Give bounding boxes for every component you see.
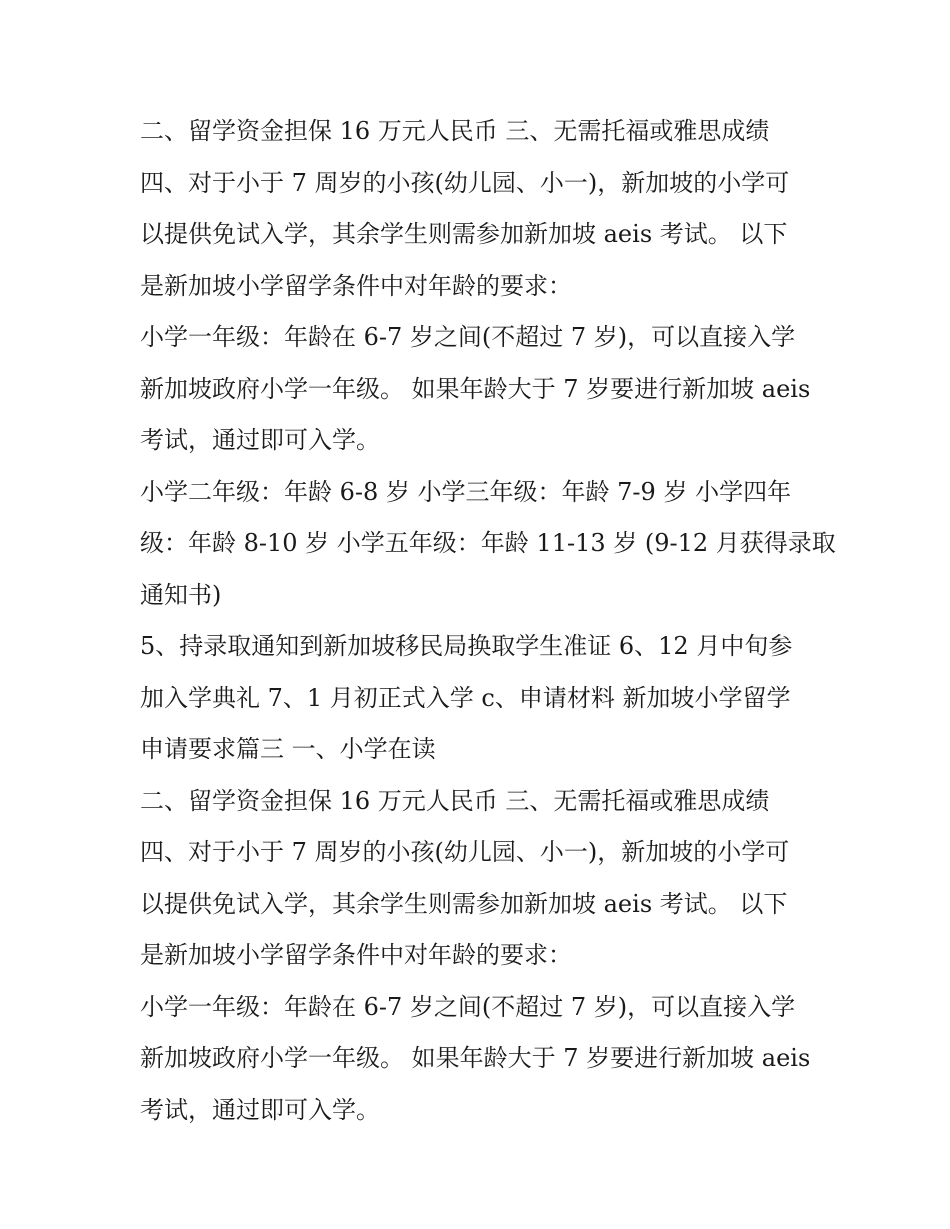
text-line: 以提供免试入学，其余学生则需参加新加坡 aeis 考试。 以下 — [140, 889, 788, 918]
text-line: 小学二年级：年龄 6-8 岁 小学三年级：年龄 7-9 岁 小学四年 — [140, 477, 792, 506]
text-line: 通知书) — [140, 580, 222, 609]
text-line: 是新加坡小学留学条件中对年龄的要求： — [140, 941, 572, 969]
text-line: 小学一年级：年龄在 6-7 岁之间(不超过 7 岁)，可以直接入学 — [140, 323, 796, 351]
text-line: 是新加坡小学留学条件中对年龄的要求： — [140, 271, 572, 300]
text-line: 加入学典礼 7、1 月初正式入学 c、申请材料 新加坡小学留学 — [140, 683, 791, 712]
text-line: 二、留学资金担保 16 万元人民币 三、无需托福或雅思成绩 — [140, 786, 770, 815]
text-line: 二、留学资金担保 16 万元人民币 三、无需托福或雅思成绩 — [140, 117, 770, 145]
text-line: 5、持录取通知到新加坡移民局换取学生准证 6、12 月中旬参 — [140, 632, 793, 660]
text-line: 小学一年级：年龄在 6-7 岁之间(不超过 7 岁)，可以直接入学 — [140, 992, 796, 1021]
text-line: 新加坡政府小学一年级。 如果年龄大于 7 岁要进行新加坡 aeis — [140, 1044, 811, 1072]
text-line: 新加坡政府小学一年级。 如果年龄大于 7 岁要进行新加坡 aeis — [140, 374, 811, 403]
text-line: 申请要求篇三 一、小学在读 — [140, 735, 436, 763]
text-line: 以提供免试入学，其余学生则需参加新加坡 aeis 考试。 以下 — [140, 220, 788, 248]
text-line: 考试，通过即可入学。 — [140, 1095, 380, 1124]
document-body — [140, 106, 836, 1136]
text-line: 四、对于小于 7 周岁的小孩(幼儿园、小一)，新加坡的小学可 — [140, 168, 790, 197]
text-line: 考试，通过即可入学。 — [140, 426, 380, 454]
text-line: 四、对于小于 7 周岁的小孩(幼儿园、小一)，新加坡的小学可 — [140, 838, 790, 866]
text-line: 级：年龄 8-10 岁 小学五年级：年龄 11-13 岁 (9-12 月获得录取 — [140, 529, 836, 557]
